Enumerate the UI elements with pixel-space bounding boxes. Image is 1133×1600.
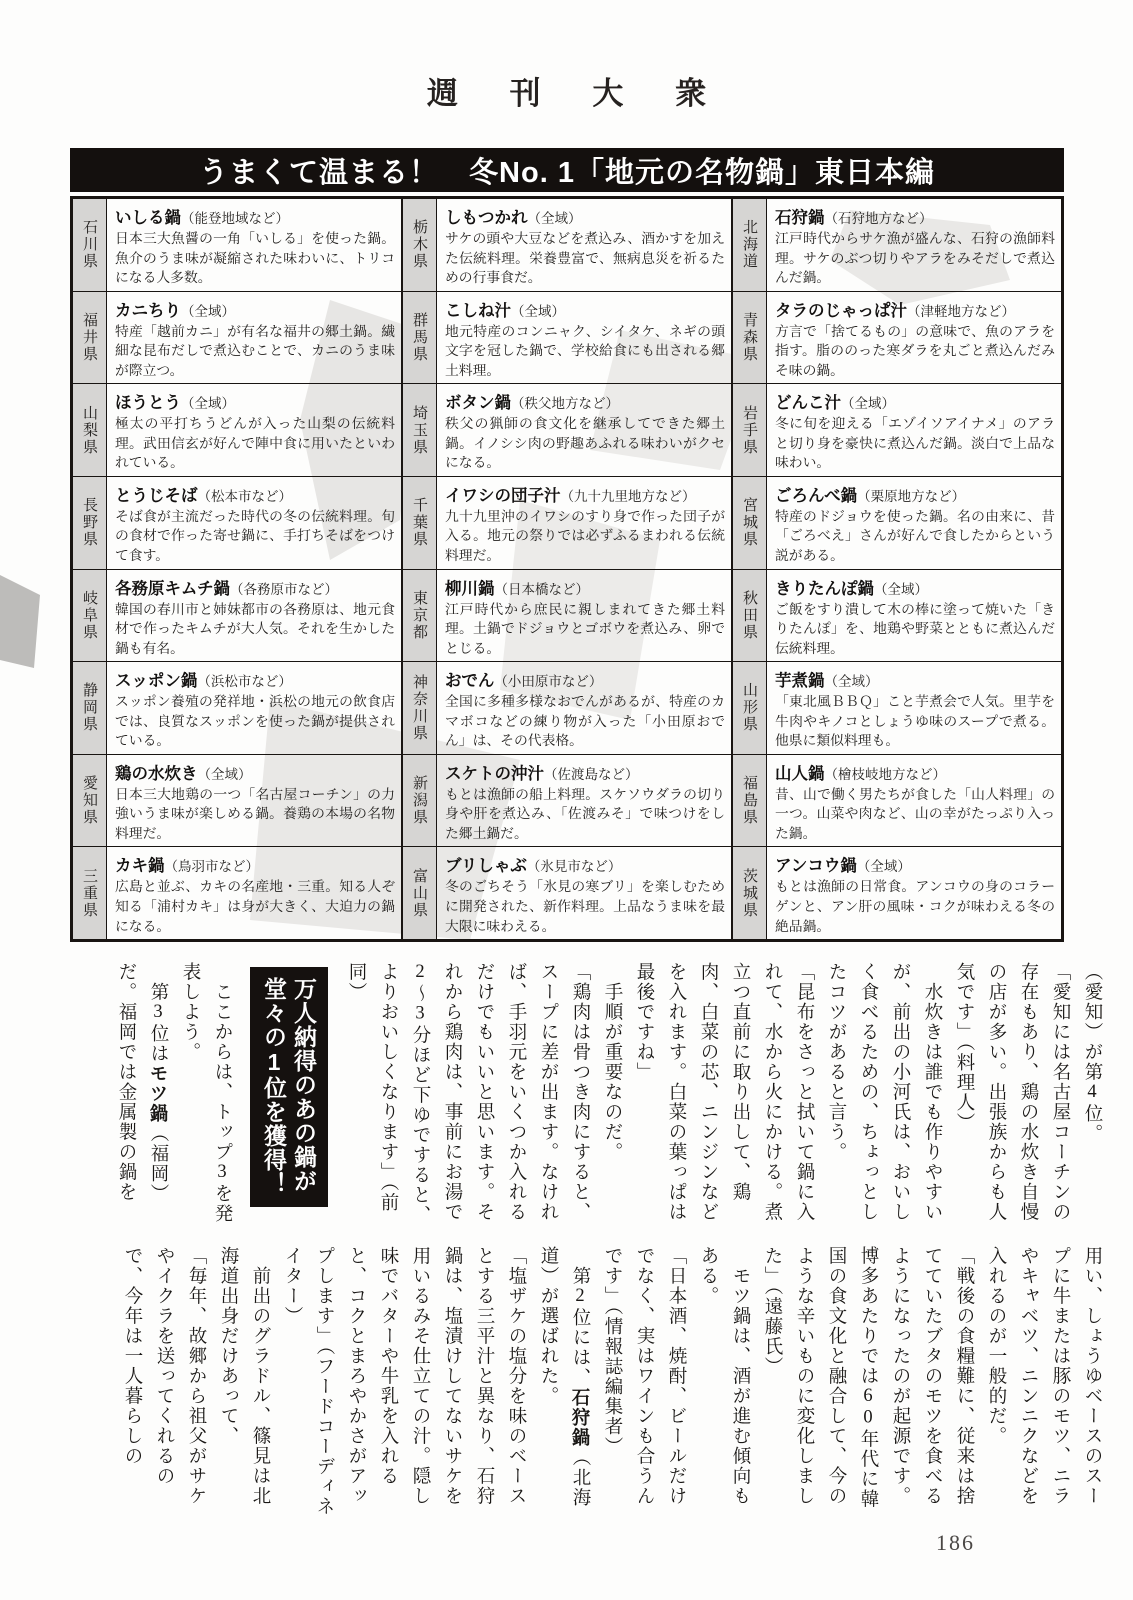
- article-bottom-band: [72, 1246, 1108, 1518]
- table-row: [73, 291, 401, 384]
- prefecture-label: 東京都: [403, 570, 437, 662]
- article-paragraph: 前出のグラドル、篠見は北海道出身だけあって、: [218, 1246, 270, 1506]
- table-row: [73, 476, 401, 569]
- dish-entry: [437, 292, 731, 384]
- dish-name: 芋煮鍋: [775, 672, 825, 691]
- dish-description: 方言で「捨てるもの」の意味で、魚のアラを指す。脂ののった寒ダラを丸ごと煮込んだみそ味の鍋。: [775, 323, 1055, 378]
- dish-entry: [767, 199, 1061, 291]
- prefecture-label: 千葉県: [403, 477, 437, 569]
- prefecture-label: 静岡県: [73, 662, 107, 754]
- table-row: [73, 754, 401, 847]
- prefecture-label: 長野県: [73, 477, 107, 569]
- rank-headline-box: [250, 967, 328, 1207]
- dish-entry: [437, 477, 731, 569]
- prefecture-label: 宮城県: [733, 477, 767, 569]
- dish-description: もとは漁師の船上料理。スケソウダラの切り身や肝を煮込み、「佐渡みそ」で味つけをした郷土鍋だ。: [445, 786, 725, 841]
- dish-region: （浜松市など）: [197, 674, 292, 690]
- table-row: [733, 661, 1061, 754]
- rank2-dish-name: 石狩鍋: [570, 1387, 591, 1448]
- dish-entry: [767, 477, 1061, 569]
- prefecture-label: 山形県: [733, 662, 767, 754]
- dish-name: とうじそば: [115, 486, 198, 505]
- prefecture-label: 石川県: [73, 199, 107, 291]
- dish-name: 柳川鍋: [445, 579, 495, 598]
- dish-entry: [437, 662, 731, 754]
- dish-name: 各務原キムチ鍋: [115, 579, 231, 598]
- dish-description: 地元特産のコンニャク、シイタケ、ネギの頭文字を冠した鍋で、学校給食にも出される郷土料理。: [445, 323, 725, 378]
- dish-region: （日本橋など）: [494, 581, 589, 597]
- table-row: [403, 754, 731, 847]
- prefecture-label: 岩手県: [733, 384, 767, 476]
- dish-name: 山人鍋: [775, 764, 825, 783]
- paragraph-text: 第3位は: [148, 962, 168, 1064]
- dish-region: （秩父地方など）: [511, 396, 619, 412]
- dish-name: いしる鍋: [115, 209, 181, 227]
- dish-name: おでん: [445, 672, 495, 691]
- dish-name: ほうとう: [115, 394, 181, 413]
- table-row: [403, 846, 731, 939]
- dish-entry: [437, 847, 731, 939]
- dish-entry: [437, 755, 731, 847]
- dish-entry: [107, 755, 401, 847]
- table-column-right: [731, 199, 1061, 939]
- dish-description: 極太の平打ちうどんが入った山梨の伝統料理。武田信玄が好んで陣中食に用いたといわれている。: [115, 416, 395, 471]
- dish-region: （全域）: [197, 766, 252, 782]
- dish-name: カニちり: [115, 301, 181, 320]
- dish-name: カキ鍋: [115, 857, 165, 876]
- prefecture-label: 愛知県: [73, 755, 107, 847]
- dish-entry: [107, 199, 401, 291]
- table-row: [73, 569, 401, 662]
- table-row: [733, 569, 1061, 662]
- dish-description: 日本三大地鶏の一つ「名古屋コーチン」の力強いうま味が楽しめる鍋。養鶏の本場の名物料理だ。: [115, 786, 395, 841]
- dish-region: （全域）: [527, 211, 582, 226]
- dish-region: （全域）: [511, 303, 565, 319]
- table-row: [733, 199, 1061, 291]
- article-paragraph: 手順が重要なのだ。: [602, 962, 622, 1162]
- dish-region: （全域）: [181, 396, 235, 412]
- article-paragraph: モツ鍋は、酒が進む傾向もある。: [698, 1246, 750, 1506]
- article-paragraph: [532, 1246, 596, 1518]
- dish-entry: [767, 384, 1061, 476]
- dish-entry: [767, 570, 1061, 662]
- dish-entry: [767, 292, 1061, 384]
- table-row: [403, 383, 731, 476]
- dish-region: （能登地域など）: [181, 211, 289, 226]
- rank3-dish-name: モツ鍋: [148, 1063, 169, 1124]
- dish-name: ボタン鍋: [445, 394, 511, 413]
- dish-entry: [107, 292, 401, 384]
- article-paragraph: 「日本酒、焼酎、ビールだけでなく、実はワインも合うんです」（情報誌編集者）: [602, 1246, 686, 1506]
- dish-entry: [437, 570, 731, 662]
- dish-description: 昔、山で働く男たちが食した「山人料理」の一つ。山菜や肉など、山の幸がたっぷり入った鍋。: [775, 786, 1055, 841]
- table-row: [403, 291, 731, 384]
- prefecture-label: 北海道: [733, 199, 767, 291]
- prefecture-label: 富山県: [403, 847, 437, 939]
- table-row: [403, 569, 731, 662]
- dish-name: スケトの沖汁: [445, 764, 544, 783]
- table-row: [733, 846, 1061, 939]
- article-paragraph: 「塩ザケの塩分を味のベースとする三平汁と異なり、石狩鍋は、塩漬けしてないサケを用いるみそ仕立ての汁。隠し味でバターや牛乳を入れると、コクとまろやかさがアップします」（フードコーディネイター）: [282, 1246, 526, 1517]
- dish-region: （氷見市など）: [526, 859, 622, 875]
- dish-region: （全域）: [181, 303, 235, 319]
- dish-description: 秩父の猟師の食文化を継承してできた郷土鍋。イノシシ肉の野趣あふれる味わいがクセになる。: [445, 416, 725, 471]
- dish-entry: [107, 384, 401, 476]
- dish-name: きりたんぽ鍋: [775, 579, 874, 598]
- prefecture-label: 福井県: [73, 292, 107, 384]
- table-row: [73, 383, 401, 476]
- article-paragraph: （愛知）が第4位。: [1082, 962, 1102, 1144]
- page-number: 186: [936, 1530, 975, 1555]
- regional-nabe-table: [70, 196, 1064, 942]
- dish-region: （各務原市など）: [230, 581, 339, 597]
- dish-description: 江戸時代から庶民に親しまれてきた郷土料理。土鍋でドジョウとゴボウを煮込み、卵でとじる。: [445, 601, 725, 656]
- prefecture-label: 神奈川県: [403, 662, 437, 754]
- dish-description: 江戸時代からサケ漁が盛んな、石狩の漁師料理。サケのぶつ切りやアラをみそだしで煮込んだ鍋。: [775, 231, 1055, 286]
- rank-headline-text: 万人納得のあの鍋が堂々の1位を獲得！: [261, 977, 317, 1196]
- dish-entry: [107, 662, 401, 754]
- dish-description: 日本三大魚醤の一角「いしる」を使った鍋。魚介のうま味が凝縮された味わいに、トリコになる人多数。: [115, 231, 395, 286]
- dish-entry: [107, 570, 401, 662]
- article-paragraph: 用い、しょうゆベースのスープに牛または豚のモツ、ニラやキャベツ、ニンニクなどを入れるのが一般的だ。: [986, 1246, 1102, 1506]
- prefecture-label: 秋田県: [733, 570, 767, 662]
- table-row: [403, 199, 731, 291]
- table-row: [73, 661, 401, 754]
- feature-title-banner: うまくて温まる！ 冬No. 1「地元の名物鍋」東日本編: [70, 148, 1064, 192]
- prefecture-label: 栃木県: [403, 199, 437, 291]
- dish-entry: [767, 847, 1061, 939]
- dish-name: ごろんべ鍋: [775, 486, 858, 505]
- dish-description: 九十九里沖のイワシのすり身で作った団子が入る。地元の祭りでは必ずふるまわれる伝統料理だ。: [445, 508, 725, 564]
- dish-region: （檜枝岐地方など）: [824, 766, 946, 782]
- table-row: [733, 476, 1061, 569]
- article-paragraph: 「戦後の食糧難に、従来は捨てていたブタのモツを食べるようになったのが起源です。博多あたりでは60年代に韓国の食文化と融合して、今のような辛いものに変化しました」（遠藤氏）: [762, 1246, 974, 1509]
- table-row: [403, 661, 731, 754]
- dish-description: そば食が主流だった時代の冬の伝統料理。旬の食材で作った寄せ鍋に、手打ちそばをつけて食す。: [115, 508, 395, 564]
- paragraph-text: （北海道）が選ばれた。: [538, 1246, 590, 1508]
- table-row: [403, 476, 731, 569]
- dish-name: アンコウ鍋: [775, 857, 857, 876]
- magazine-title: 週 刊 大 衆: [426, 76, 729, 111]
- article-paragraph: 「毎年、故郷から祖父がサケやイクラを送ってくれるので、今年は一人暮らしの: [122, 1246, 206, 1506]
- dish-region: （全域）: [841, 396, 895, 412]
- dish-region: （佐渡島など）: [544, 766, 639, 782]
- article-paragraph: ここからは、トップ3を発表しよう。: [180, 962, 232, 1224]
- dish-description: 冬のごちそう「氷見の寒ブリ」を楽しむために開発された、新作料理。上品なうま味を最大限に味わえる。: [445, 879, 725, 934]
- dish-region: （栗原地方など）: [857, 488, 966, 504]
- dish-name: どんこ汁: [775, 394, 841, 413]
- dish-region: （石狩地方など）: [824, 211, 933, 226]
- prefecture-label: 茨城県: [733, 847, 767, 939]
- prefecture-label: 三重県: [73, 847, 107, 939]
- prefecture-label: 群馬県: [403, 292, 437, 384]
- dish-region: （全域）: [824, 674, 879, 690]
- dish-entry: [767, 755, 1061, 847]
- dish-description: サケの頭や大豆などを煮込み、酒かすを加えた伝統料理。栄養豊富で、無病息災を祈るための行事食だ。: [445, 231, 725, 286]
- dish-region: （鳥羽市など）: [164, 859, 259, 875]
- table-row: [733, 383, 1061, 476]
- prefecture-label: 新潟県: [403, 755, 437, 847]
- prefecture-label: 福島県: [733, 755, 767, 847]
- article-paragraph: [110, 962, 174, 1228]
- dish-name: タラのじゃっぱ汁: [775, 301, 907, 320]
- dish-region: （小田原市など）: [494, 674, 603, 690]
- dish-region: （全域）: [856, 859, 911, 875]
- dish-entry: [437, 384, 731, 476]
- dish-region: （津軽地方など）: [907, 303, 1015, 319]
- prefecture-label: 青森県: [733, 292, 767, 384]
- paragraph-text: 第2位には、: [570, 1246, 590, 1388]
- dish-description: ご飯をすり潰して木の棒に塗って焼いた「きりたんぽ」を、地鶏や野菜とともに煮込んだ伝統料理。: [775, 601, 1055, 656]
- paragraph-text: （福岡）だ。福岡では金属製の鍋を: [116, 962, 168, 1204]
- dish-description: 冬に旬を迎える「エゾイソアイナメ」のアラと切り身を豪快に煮込んだ鍋。淡白で上品な味わい。: [775, 416, 1055, 471]
- table-column-middle: [401, 199, 731, 939]
- table-row: [733, 754, 1061, 847]
- dish-description: 広島と並ぶ、カキの名産地・三重。知る人ぞ知る「浦村カキ」は身が大きく、大迫力の鍋になる。: [115, 879, 395, 934]
- dish-entry: [437, 199, 731, 291]
- dish-region: （全域）: [874, 581, 928, 597]
- article-top-band: [72, 962, 1108, 1228]
- article-paragraph: 水炊きは誰でも作りやすいが、前出の小河氏は、おいしく食べるための、ちょっとしたコツがあると言う。: [826, 962, 942, 1222]
- table-row: [73, 846, 401, 939]
- table-row: [73, 199, 401, 291]
- dish-name: こしね汁: [445, 301, 511, 320]
- dish-description: 「東北風ＢＢＱ」こと芋煮会で人気。里芋を牛肉やキノコとしょうゆ味のスープで煮る。他県に類似料理も。: [775, 694, 1055, 749]
- dish-name: ブリしゃぶ: [445, 857, 527, 876]
- article-paragraph: 「昆布をさっと拭いて鍋に入れて、水から火にかける。煮立つ直前に取り出して、鶏肉、白菜の芯、ニンジンなどを入れます。白菜の葉っぱは最後ですね」: [634, 962, 814, 1222]
- dish-description: 韓国の春川市と姉妹都市の各務原は、地元食材で作ったキムチが大人気。それを生かした鍋も有名。: [115, 601, 395, 656]
- dish-entry: [107, 847, 401, 939]
- dish-description: 特産のドジョウを使った鍋。名の由来に、昔「ごろべえ」さんが好んで食したからという説がある。: [775, 508, 1055, 564]
- dish-entry: [107, 477, 401, 569]
- dish-name: スッポン鍋: [115, 672, 198, 691]
- dish-description: スッポン養殖の発祥地・浜松の地元の飲食店では、良質なスッポンを使った鍋が提供されている。: [115, 694, 395, 749]
- table-column-left: [73, 199, 401, 939]
- dish-region: （九十九里地方など）: [560, 488, 696, 504]
- dish-name: 石狩鍋: [775, 209, 825, 227]
- dish-name: 鶏の水炊き: [115, 764, 198, 783]
- table-row: [733, 291, 1061, 384]
- dish-name: イワシの団子汁: [445, 486, 561, 505]
- article-paragraph: 「愛知には名古屋コーチンの存在もあり、鶏の水炊き自慢の店が多い。出張族からも人気です」（料理人）: [954, 962, 1070, 1222]
- prefecture-label: 山梨県: [73, 384, 107, 476]
- dish-description: 特産「越前カニ」が有名な福井の郷土鍋。繊細な昆布だしで煮込むことで、カニのうま味が際立つ。: [115, 323, 395, 378]
- dish-description: 全国に多種多様なおでんがあるが、特産のカマボコなどの練り物が入った「小田原おでん」は、その代表格。: [445, 694, 725, 749]
- dish-entry: [767, 662, 1061, 754]
- article-paragraph: 「鶏肉は骨つき肉にすると、スープに差が出ます。なければ、手羽元をいくつか入れるだけでもいいと思います。それから鶏肉は、事前にお湯で2〜3分ほど下ゆですると、よりおいしくなります」（前同）: [346, 962, 590, 1225]
- dish-description: もとは漁師の日常食。アンコウの身のコラーゲンと、アン肝の風味・コクが味わえる冬の絶品鍋。: [775, 879, 1055, 934]
- dish-region: （松本市など）: [197, 488, 292, 504]
- dish-name: しもつかれ: [445, 209, 528, 227]
- prefecture-label: 岐阜県: [73, 570, 107, 662]
- prefecture-label: 埼玉県: [403, 384, 437, 476]
